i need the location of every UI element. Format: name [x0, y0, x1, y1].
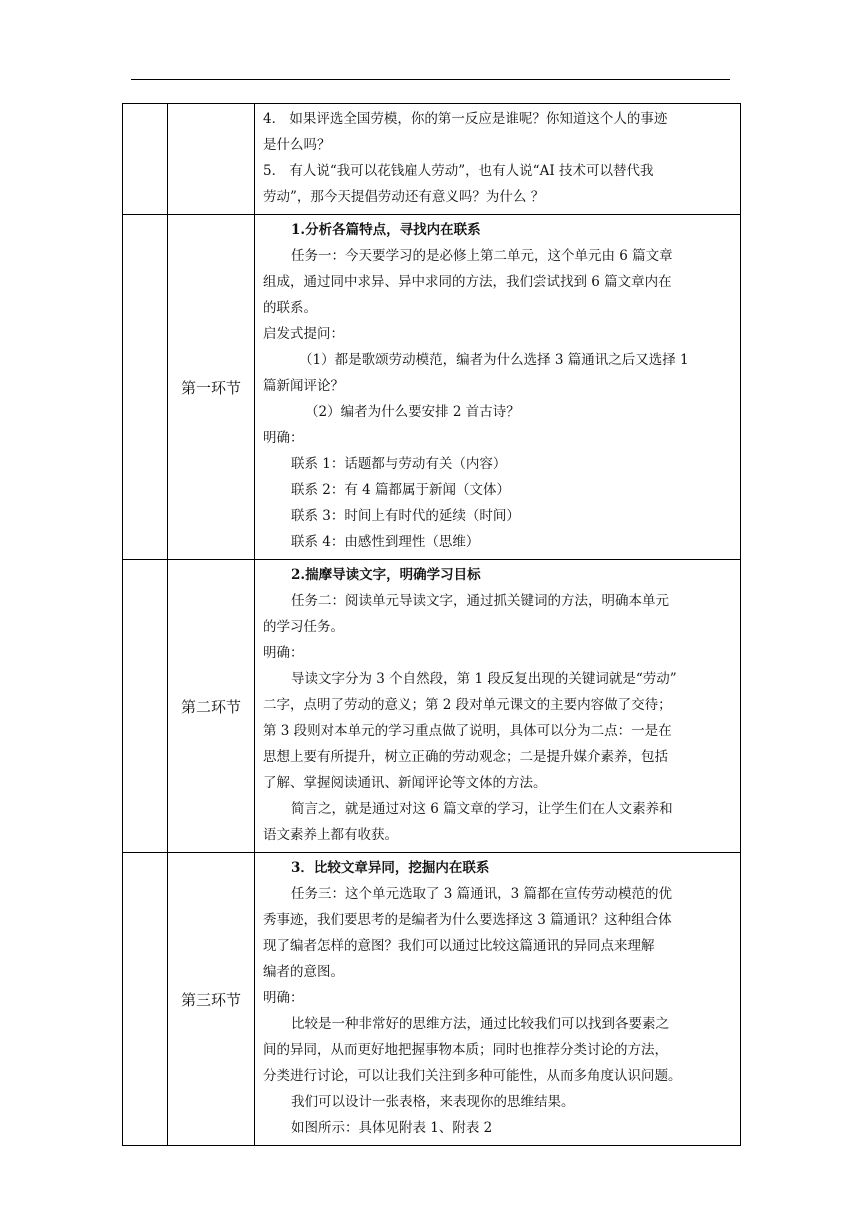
question-line: 是什么吗？ [263, 137, 331, 153]
section-heading: 1.分析各篇特点，寻找内在联系 [291, 222, 481, 238]
text-line: 任务一：今天要学习的是必修上第二单元，这个单元由 6 篇文章 [291, 248, 673, 264]
text-line: 第 3 段则对本单元的学习重点做了说明，具体可以分为二点：一是在 [263, 723, 672, 739]
text-line: 如图所示：具体见附表 1、附表 2 [291, 1120, 493, 1136]
stage-label: 第一环节 [168, 215, 255, 560]
text-line: 联系 4：由感性到理性（思维） [291, 534, 480, 550]
section-heading: 3．比较文章异同，挖掘内在联系 [291, 860, 490, 876]
text-line: 任务三：这个单元选取了 3 篇通讯，3 篇都在宣传劳动模范的优 [291, 886, 673, 902]
text-line: 的联系。 [263, 300, 317, 316]
text-line: 简言之，就是通过对这 6 篇文章的学习，让学生们在人文素养和 [291, 801, 673, 817]
section-heading: 2.揣摩导读文字，明确学习目标 [291, 567, 481, 583]
text-line: 了解、掌握阅读通讯、新闻评论等文体的方法。 [263, 775, 547, 791]
content-cell [255, 104, 741, 215]
content-cell [255, 560, 741, 853]
text-line: 语文素养上都有收获。 [263, 827, 398, 843]
text-line: 组成，通过同中求异、异中求同的方法，我们尝试找到 6 篇文章内在 [263, 274, 672, 290]
stage-label: 第三环节 [168, 853, 255, 1146]
text-line: 联系 3：时间上有时代的延续（时间） [291, 508, 520, 524]
text-line: 篇新闻评论？ [263, 378, 344, 394]
text-line: 编者的意图。 [263, 964, 344, 980]
question-line: 劳动”，那今天提倡劳动还有意义吗？为什么 ？ [263, 189, 545, 205]
table-row [123, 215, 741, 560]
header-rule [131, 79, 730, 80]
text-line: 比较是一种非常好的思维方法，通过比较我们可以找到各要素之 [291, 1016, 669, 1032]
table-row [123, 104, 741, 215]
lesson-plan-table [122, 103, 741, 1146]
empty-cell [123, 560, 168, 853]
text-line: 任务二：阅读单元导读文字，通过抓关键词的方法，明确本单元 [291, 593, 669, 609]
question-line: 4． 如果评选全国劳模，你的第一反应是谁呢？你知道这个人的事迹 [263, 111, 668, 127]
text-line: （2）编者为什么要安排 2 首古诗？ [305, 404, 520, 420]
table-row [123, 560, 741, 853]
text-line: 分类进行讨论，可以让我们关注到多种可能性，从而多角度认识问题。 [263, 1068, 682, 1084]
text-line: 明确： [263, 430, 304, 446]
content-cell [255, 215, 741, 560]
empty-cell [123, 853, 168, 1146]
text-line: 启发式提问： [263, 326, 344, 342]
text-line: 我们可以设计一张表格，来表现你的思维结果。 [291, 1094, 575, 1110]
text-line: （1）都是歌颂劳动模范，编者为什么选择 3 篇通讯之后又选择 1 [299, 352, 689, 368]
text-line: 思想上要有所提升，树立正确的劳动观念；二是提升媒介素养，包括 [263, 749, 668, 765]
stage-cell [168, 104, 255, 215]
question-line: 5． 有人说“我可以花钱雇人劳动”，也有人说“AI 技术可以替代我 [263, 163, 654, 179]
text-line: 二字，点明了劳动的意义；第 2 段对单元课文的主要内容做了交待； [263, 697, 672, 713]
text-line: 联系 2：有 4 篇都属于新闻（文体） [291, 482, 511, 498]
empty-cell [123, 104, 168, 215]
table-row [123, 853, 741, 1146]
text-line: 的学习任务。 [263, 619, 344, 635]
text-line: 间的异同，从而更好地把握事物本质；同时也推荐分类讨论的方法， [263, 1042, 668, 1058]
text-line: 联系 1：话题都与劳动有关（内容） [291, 456, 507, 472]
empty-cell [123, 215, 168, 560]
text-line: 明确： [263, 645, 304, 661]
content-cell [255, 853, 741, 1146]
text-line: 明确： [263, 990, 304, 1006]
text-line: 导读文字分为 3 个自然段，第 1 段反复出现的关键词就是“劳动” [291, 671, 677, 687]
stage-label: 第二环节 [168, 560, 255, 853]
text-line: 秀事迹，我们要思考的是编者为什么要选择这 3 篇通讯？这种组合体 [263, 912, 672, 928]
text-line: 现了编者怎样的意图？我们可以通过比较这篇通讯的异同点来理解 [263, 938, 655, 954]
